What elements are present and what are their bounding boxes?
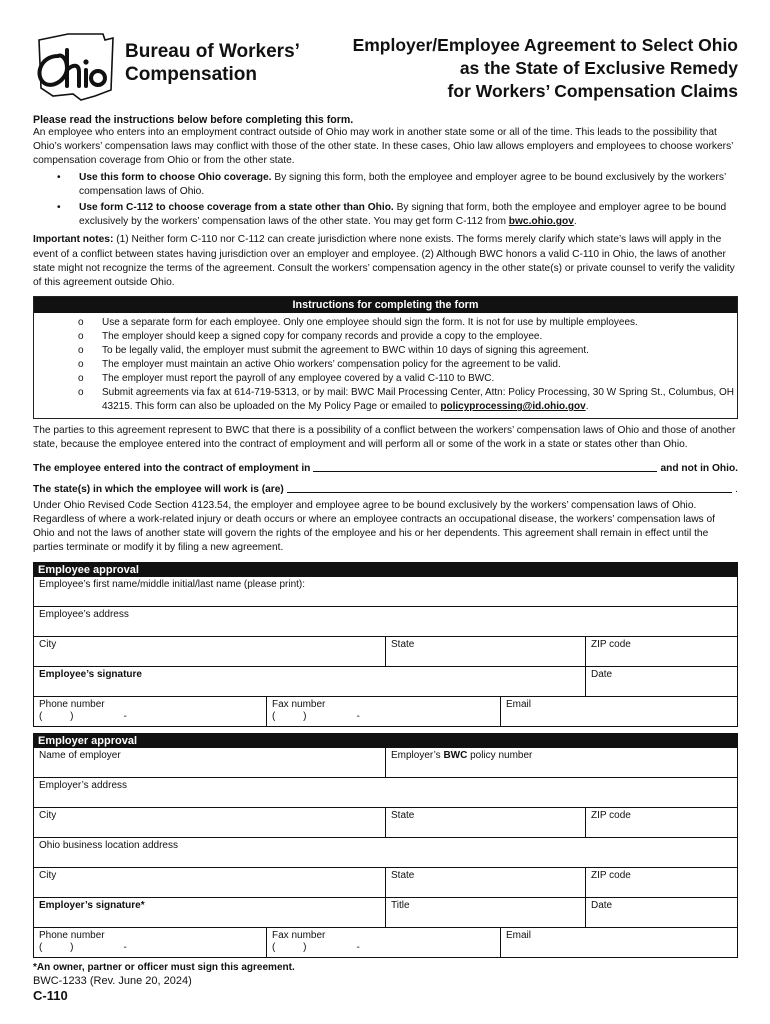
title-label: Title bbox=[391, 900, 410, 912]
instructions-box bbox=[33, 296, 738, 419]
notes-label: Important notes: bbox=[33, 234, 114, 246]
bullet-2-end: . bbox=[573, 216, 577, 228]
employer-contact-row bbox=[34, 927, 737, 957]
instruction-text: To be legally valid, the employer must submit the agreement to BWC within 10 days of signing this agreement. bbox=[102, 345, 589, 357]
instruction-item bbox=[34, 372, 737, 386]
employer-city-field[interactable] bbox=[34, 808, 385, 837]
employer-email-field[interactable] bbox=[500, 928, 737, 957]
agreement-paragraph-2: Under Ohio Revised Code Section 4123.54, the employer and employee agree to be bound exclusively by the workers’ compensation laws of Ohio. Regardless of where a work-related injury or death occurs or where an employee contracts an occupational disease, the workers’ compensation laws of Ohio and not the laws of another state will govern the rights of the employee and his or her dependents. This agreement shall remain in effect until the parties terminate or modify it by filing a new agreement. bbox=[33, 499, 715, 554]
city-label: City bbox=[39, 639, 57, 651]
employee-state-field[interactable] bbox=[385, 637, 585, 666]
instruction-item bbox=[34, 386, 737, 414]
employer-zip-field[interactable] bbox=[585, 808, 737, 837]
policy-label-pre: Employer’s bbox=[391, 750, 444, 762]
state-label: State bbox=[391, 639, 415, 651]
bullet-dot: • bbox=[57, 202, 61, 214]
policy-label-bold: BWC bbox=[443, 750, 468, 762]
employee-signature-label: Employee’s signature bbox=[39, 669, 142, 681]
phone-label: Phone number bbox=[39, 930, 105, 942]
list-marker: o bbox=[78, 373, 84, 385]
list-marker: o bbox=[78, 387, 84, 399]
header bbox=[33, 30, 738, 112]
form-code: C-110 bbox=[33, 988, 68, 1004]
city-label: City bbox=[39, 870, 57, 882]
zip-label: ZIP code bbox=[591, 810, 631, 822]
employee-approval-heading: Employee approval bbox=[34, 563, 737, 577]
employee-city-row bbox=[34, 636, 737, 666]
instruction-item bbox=[34, 358, 737, 372]
employer-signature-row bbox=[34, 897, 737, 927]
agreement-paragraph-1: The parties to this agreement represent to BWC that there is a possibility of a conflict between the workers’ compensation laws of Ohio and those of another state, because the employee entered into the contract of employment and will perform all or some of the work in a state or states other than Ohio. bbox=[33, 425, 736, 451]
business-state-field[interactable] bbox=[385, 868, 585, 897]
employer-address-row bbox=[34, 777, 737, 807]
business-address-row bbox=[34, 837, 737, 867]
bullet-2-bold: Use form C-112 to choose coverage from a state other than Ohio. bbox=[79, 202, 394, 214]
form-revision-id: BWC-1233 (Rev. June 20, 2024) bbox=[33, 975, 192, 988]
email-link[interactable]: policyprocessing@id.ohio.gov bbox=[440, 401, 586, 413]
list-marker: o bbox=[78, 359, 84, 371]
employer-signature-label: Employer’s signature* bbox=[39, 900, 145, 912]
employer-state-field[interactable] bbox=[385, 808, 585, 837]
employer-title-field[interactable] bbox=[385, 898, 585, 927]
bullet-other-state bbox=[33, 201, 738, 229]
business-address-label: Ohio business location address bbox=[39, 840, 178, 852]
employee-contact-row bbox=[34, 696, 737, 726]
intro-paragraph: An employee who enters into an employment contract outside of Ohio may work in another state some or all of the time. This leads to the possibility that Ohio’s workers’ compensation laws may conflict with those of the other state. In these cases, Ohio law allows employers and employees to choose workers’ compensation coverage from Ohio or from the other state. bbox=[33, 127, 734, 167]
instruction-text: Use a separate form for each employee. Only one employee should sign the form. It is not for use by multiple employees. bbox=[102, 317, 638, 329]
employee-approval-section bbox=[33, 562, 738, 727]
bullet-dot: • bbox=[57, 171, 61, 183]
instruction-text: The employer should keep a signed copy for company records and provide a copy to the employee. bbox=[102, 331, 543, 343]
employer-approval-heading: Employer approval bbox=[34, 734, 737, 748]
employee-phone-field[interactable] bbox=[34, 697, 266, 726]
fax-format: ( ) - bbox=[272, 711, 360, 723]
employee-city-field[interactable] bbox=[34, 637, 385, 666]
employee-fax-field[interactable] bbox=[266, 697, 500, 726]
employer-approval-section bbox=[33, 733, 738, 958]
employee-zip-field[interactable] bbox=[585, 637, 737, 666]
work-states-field[interactable] bbox=[287, 482, 732, 493]
employee-name-row bbox=[34, 577, 737, 606]
employer-name-label: Name of employer bbox=[39, 750, 121, 762]
bureau-line-1: Bureau of Workers’ bbox=[125, 41, 300, 62]
fax-format: ( ) - bbox=[272, 942, 360, 954]
employer-city-row bbox=[34, 807, 737, 837]
employer-name-row bbox=[34, 748, 737, 777]
form-title bbox=[353, 34, 738, 103]
email-label: Email bbox=[506, 930, 532, 942]
intro-lead: Please read the instructions below before completing this form. bbox=[33, 114, 354, 126]
policy-label-post: policy number bbox=[467, 750, 533, 762]
state-label: State bbox=[391, 810, 415, 822]
list-marker: o bbox=[78, 317, 84, 329]
contract-state-label: The employee entered into the contract of employment in bbox=[33, 462, 311, 474]
bullet-ohio-coverage bbox=[33, 171, 738, 199]
zip-label: ZIP code bbox=[591, 639, 631, 651]
employee-name-field[interactable] bbox=[34, 577, 737, 606]
employer-address-field[interactable] bbox=[34, 778, 737, 807]
signature-footnote: *An owner, partner or officer must sign this agreement. bbox=[33, 962, 295, 974]
employer-name-field[interactable] bbox=[34, 748, 385, 777]
instructions-list bbox=[34, 313, 737, 418]
title-line-3: for Workers’ Compensation Claims bbox=[447, 81, 738, 101]
phone-format: ( ) - bbox=[39, 942, 127, 954]
work-states-label: The state(s) in which the employee will work is (are) bbox=[33, 483, 284, 495]
employer-date-field[interactable] bbox=[585, 898, 737, 927]
title-line-1: Employer/Employee Agreement to Select Ohio bbox=[352, 35, 738, 55]
bullet-2-text: By signing that form, both the employee and employer agree to be bound exclusively by the workers’ compensation laws of the other state. You may get form C-112 from bbox=[79, 202, 727, 228]
employer-policy-field[interactable] bbox=[385, 748, 737, 777]
notes-text: (1) Neither form C-110 nor C-112 can create jurisdiction where none exists. The forms merely clarify which state’s laws will apply in the event of a conflict between states having jurisdiction over an employer and employee. (2) Although BWC honors a valid C-110 in Ohio, the laws of another state might not recognize the terms of the agreement. Consult the workers’ compensation agency in the other state(s) or private counsel to verify the validity of this agreement outside Ohio. bbox=[33, 234, 735, 289]
employee-signature-field[interactable] bbox=[34, 667, 585, 696]
work-states-end: . bbox=[735, 483, 738, 495]
instruction-end: . bbox=[585, 401, 589, 413]
bureau-name bbox=[125, 40, 300, 86]
instruction-item bbox=[34, 344, 737, 358]
phone-label: Phone number bbox=[39, 699, 105, 711]
business-city-field[interactable] bbox=[34, 868, 385, 897]
work-states-row bbox=[33, 482, 738, 495]
bwc-website-link[interactable]: bwc.ohio.gov bbox=[508, 216, 574, 228]
employee-address-row bbox=[34, 606, 737, 636]
employer-phone-field[interactable] bbox=[34, 928, 266, 957]
city-label: City bbox=[39, 810, 57, 822]
list-marker: o bbox=[78, 331, 84, 343]
fax-label: Fax number bbox=[272, 699, 326, 711]
bullet-1-text: By signing this form, both the employee and employer agree to be bound exclusively by the workers’ compensation laws of Ohio. bbox=[79, 171, 726, 197]
state-label: State bbox=[391, 870, 415, 882]
instruction-item bbox=[34, 330, 737, 344]
contract-state-end: and not in Ohio. bbox=[660, 462, 738, 474]
business-city-row bbox=[34, 867, 737, 897]
bullet-1-bold: Use this form to choose Ohio coverage. bbox=[79, 171, 272, 183]
instruction-text: Submit agreements via fax at 614-719-5313, or by mail: BWC Mail Processing Center, Attn: Policy Processing, 30 W Spring St., Columbus, OH 43215. This form can also be uploaded on the My Policy Page or emailed to bbox=[102, 387, 734, 413]
employee-email-field[interactable] bbox=[500, 697, 737, 726]
important-notes bbox=[33, 233, 738, 290]
contract-state-field[interactable] bbox=[313, 461, 657, 472]
phone-format: ( ) - bbox=[39, 711, 127, 723]
instruction-item bbox=[34, 316, 737, 330]
employer-fax-field[interactable] bbox=[266, 928, 500, 957]
date-label: Date bbox=[591, 900, 613, 912]
form-page bbox=[33, 30, 738, 1003]
employer-signature-field[interactable] bbox=[34, 898, 385, 927]
instruction-text: The employer must report the payroll of any employee covered by a valid C-110 to BWC. bbox=[102, 373, 495, 385]
bureau-line-2: Compensation bbox=[125, 64, 257, 85]
title-line-2: as the State of Exclusive Remedy bbox=[459, 58, 738, 78]
employee-address-label: Employee’s address bbox=[39, 609, 129, 621]
zip-label: ZIP code bbox=[591, 870, 631, 882]
email-label: Email bbox=[506, 699, 532, 711]
employee-address-field[interactable] bbox=[34, 607, 737, 636]
business-address-field[interactable] bbox=[34, 838, 737, 867]
fax-label: Fax number bbox=[272, 930, 326, 942]
contract-state-row bbox=[33, 461, 738, 474]
employee-name-label: Employee’s first name/middle initial/last name (please print): bbox=[39, 579, 306, 591]
employer-address-label: Employer’s address bbox=[39, 780, 128, 792]
business-zip-field[interactable] bbox=[585, 868, 737, 897]
employee-date-field[interactable] bbox=[585, 667, 737, 696]
employee-signature-row bbox=[34, 666, 737, 696]
instruction-text: The employer must maintain an active Ohio workers’ compensation policy for the agreement to be valid. bbox=[102, 359, 561, 371]
date-label: Date bbox=[591, 669, 613, 681]
list-marker: o bbox=[78, 345, 84, 357]
instructions-heading: Instructions for completing the form bbox=[34, 297, 737, 313]
